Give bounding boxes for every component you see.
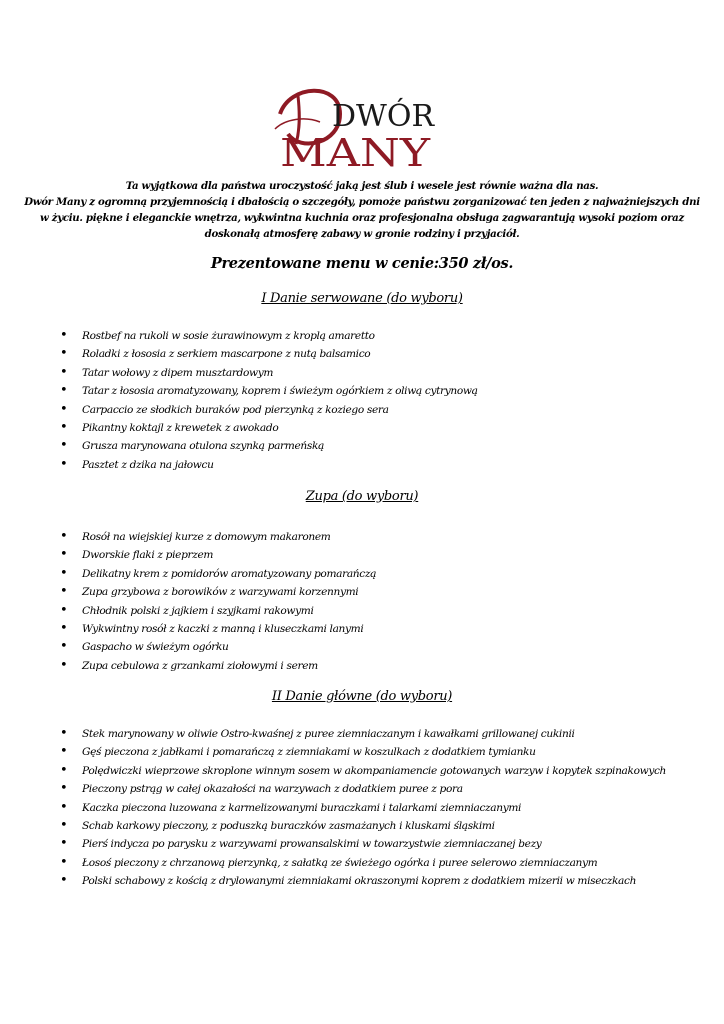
list-item: • Pasztet z dzika na jałowcu (62, 456, 712, 474)
list-item: • Grusza marynowana otulona szynką parmeńską (62, 437, 712, 455)
list-item: • Tatar wołowy z dipem musztardowym (62, 364, 712, 382)
list-item: • Gaspacho w świeżym ogórku (62, 638, 712, 656)
list-item: • Wykwintny rosół z kaczki z manną i kluseczkami lanymi (62, 620, 712, 638)
soup-list (62, 528, 712, 675)
list-item: • Zupa grzybowa z borowików z warzywami korzennymi (62, 583, 712, 601)
main-course-list (62, 725, 712, 891)
logo-word-many: MANY (280, 131, 432, 174)
list-item: • Schab karkowy pieczony, z poduszką buraczków zasmażanych i kluskami śląskimi (62, 817, 712, 835)
list-item: • Kaczka pieczona luzowana z karmelizowanymi buraczkami i talarkami ziemniaczanymi (62, 799, 712, 817)
list-item: • Dworskie flaki z pieprzem (62, 546, 712, 564)
first-course-list (62, 327, 712, 474)
logo-graphic (270, 74, 440, 174)
list-item: • Rosół na wiejskiej kurze z domowym makaronem (62, 528, 712, 546)
list-item: • Carpaccio ze słodkich buraków pod pierzynką z koziego sera (62, 401, 712, 419)
section-title-soup: Zupa (do wyboru) (305, 489, 419, 504)
list-item: • Delikatny krem z pomidorów aromatyzowany pomarańczą (62, 565, 712, 583)
list-item: • Łosoś pieczony z chrzanową pierzynką, z sałatką ze świeżego ogórka i puree selerowo ziemniaczanym (62, 854, 712, 872)
list-item: • Pierś indycza po parysku z warzywami prowansalskimi w towarzystwie ziemniaczanej bezy (62, 835, 712, 853)
intro-line-1: Ta wyjątkowa dla państwa uroczystość jaką jest ślub i wesele jest równie ważna dla nas. (125, 180, 599, 192)
list-item: • Chłodnik polski z jajkiem i szyjkami rakowymi (62, 602, 712, 620)
list-item: • Polski schabowy z kością z drylowanymi ziemniakami okraszonymi koprem z dodatkiem mizerii w miseczkach (62, 872, 712, 890)
intro-text (20, 178, 704, 242)
list-item: • Roladki z łososia z serkiem mascarpone z nutą balsamico (62, 345, 712, 363)
list-item: • Tatar z łososia aromatyzowany, koprem i świeżym ogórkiem z oliwą cytrynową (62, 382, 712, 400)
logo-word-dwor: DWÓR (332, 99, 435, 134)
list-item: • Polędwiczki wieprzowe skroplone winnym sosem w akompaniamencie gotowanych warzyw i kopytek szpinakowych (62, 762, 712, 780)
menu-price: Prezentowane menu w cenie:350 zł/os. (210, 255, 514, 272)
list-item: • Zupa cebulowa z grzankami ziołowymi i serem (62, 657, 712, 675)
list-item: • Stek marynowany w oliwie Ostro-kwaśnej z puree ziemniaczanym i kawałkami grillowanej cukinii (62, 725, 712, 743)
list-item: • Gęś pieczona z jabłkami i pomarańczą z ziemniakami w koszulkach z dodatkiem tymianku (62, 743, 712, 761)
intro-line-2: Dwór Many z ogromną przyjemnością i dbałością o szczegóły, pomoże państwu zorganizować ten jeden z najważniejszych dni w życiu. piękne i eleganckie wnętrza, wykwintna kuchnia oraz profesjonalna obsługa zagwarantują wysoki poziom oraz doskonałą atmosferę zabawy w gronie rodziny i przyjaciół. (24, 196, 700, 240)
list-item: • Rostbef na rukoli w sosie żurawinowym z kroplą amaretto (62, 327, 712, 345)
dwor-many-logo (270, 74, 440, 174)
list-item: • Pikantny koktajl z krewetek z awokado (62, 419, 712, 437)
list-item: • Pieczony pstrąg w całej okazałości na warzywach z dodatkiem puree z pora (62, 780, 712, 798)
section-title-first-course: I Danie serwowane (do wyboru) (261, 291, 463, 306)
section-title-main-course: II Danie główne (do wyboru) (271, 689, 453, 704)
